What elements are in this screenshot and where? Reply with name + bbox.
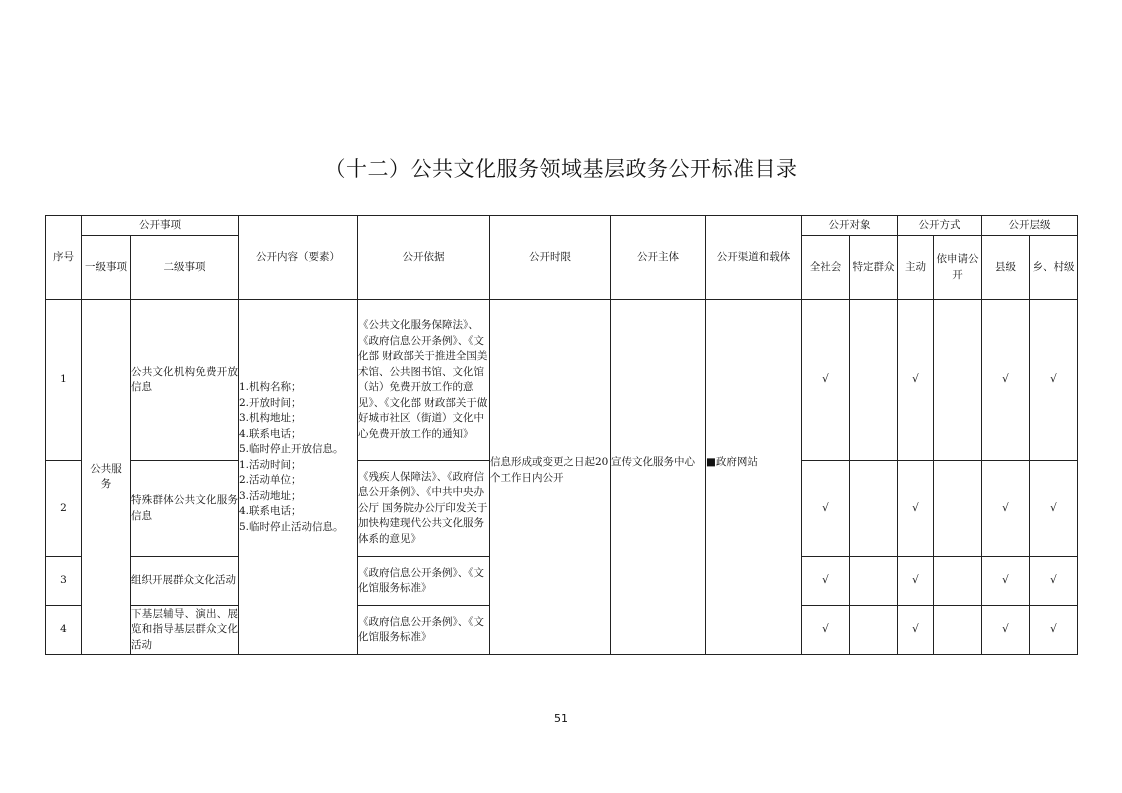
check-all: √: [802, 557, 850, 606]
header-subject: 公开主体: [611, 216, 706, 300]
header-audience: 公开对象: [802, 216, 898, 236]
check-all: √: [802, 606, 850, 655]
content-block-open: 1.机构名称； 2.开放时间； 3.机构地址； 4.联系电话； 5.临时停止开放信息。: [239, 381, 344, 455]
standard-catalog-table: [45, 215, 1078, 655]
check-county: √: [982, 606, 1030, 655]
check-county: √: [982, 557, 1030, 606]
header-time-limit: 公开时限: [490, 216, 611, 300]
content-elements: [239, 300, 358, 655]
header-content: 公开内容（要素）: [239, 216, 358, 300]
page-number: 51: [554, 712, 568, 725]
row-seq: 1: [46, 300, 82, 461]
basis-text: 《公共文化服务保障法》、《政府信息公开条例》、《文化部 财政部关于推进全国美术馆、公共图书馆、文化馆（站）免费开放工作的意见》、《文化部 财政部关于做好城市社区（街道）文化中心免费开放工作的通知》: [358, 300, 490, 461]
header-level: 公开层级: [982, 216, 1078, 236]
check-specific: [850, 606, 898, 655]
basis-text: 《政府信息公开条例》、《文化馆服务标准》: [358, 557, 490, 606]
table-row: [46, 300, 1078, 461]
check-village: √: [1030, 557, 1078, 606]
header-method-active: 主动: [898, 236, 934, 300]
level2-item: 下基层辅导、演出、展览和指导基层群众文化活动: [131, 606, 239, 655]
row-seq: 3: [46, 557, 82, 606]
channel-text: ■政府网站: [706, 300, 802, 655]
check-request: [934, 606, 982, 655]
level2-item: 组织开展群众文化活动: [131, 557, 239, 606]
row-seq: 4: [46, 606, 82, 655]
header-items: 公开事项: [82, 216, 239, 236]
subject-text: 宣传文化服务中心: [611, 300, 706, 655]
check-active: √: [898, 606, 934, 655]
check-specific: [850, 300, 898, 461]
header-seq: 序号: [46, 216, 82, 300]
header-method-request: 依申请公开: [934, 236, 982, 300]
check-active: √: [898, 461, 934, 557]
header-level-village: 乡、村级: [1030, 236, 1078, 300]
row-seq: 2: [46, 461, 82, 557]
header-audience-all: 全社会: [802, 236, 850, 300]
check-all: √: [802, 461, 850, 557]
check-request: [934, 461, 982, 557]
check-specific: [850, 461, 898, 557]
check-request: [934, 557, 982, 606]
page-title: （十二）公共文化服务领域基层政务公开标准目录: [324, 157, 798, 181]
check-village: √: [1030, 461, 1078, 557]
content-block-activity: 1.活动时间； 2.活动单位； 3.活动地址； 4.联系电话； 5.临时停止活动信息。: [239, 458, 344, 533]
header-channel: 公开渠道和载体: [706, 216, 802, 300]
time-limit-text: 信息形成或变更之日起20个工作日内公开: [490, 300, 611, 655]
check-request: [934, 300, 982, 461]
level2-item: 特殊群体公共文化服务信息: [131, 461, 239, 557]
check-active: √: [898, 300, 934, 461]
check-village: √: [1030, 300, 1078, 461]
header-audience-specific: 特定群众: [850, 236, 898, 300]
header-basis: 公开依据: [358, 216, 490, 300]
check-all: √: [802, 300, 850, 461]
basis-text: 《残疾人保障法》、《政府信息公开条例》、《中共中央办公厅 国务院办公厅印发关于加快构建现代公共文化服务体系的意见》: [358, 461, 490, 557]
check-village: √: [1030, 606, 1078, 655]
level1-item: 公共服务: [82, 300, 131, 655]
check-county: √: [982, 461, 1030, 557]
header-level1: 一级事项: [82, 236, 131, 300]
check-active: √: [898, 557, 934, 606]
basis-text: 《政府信息公开条例》、《文化馆服务标准》: [358, 606, 490, 655]
check-county: √: [982, 300, 1030, 461]
header-level-county: 县级: [982, 236, 1030, 300]
header-level2: 二级事项: [131, 236, 239, 300]
header-method: 公开方式: [898, 216, 982, 236]
level2-item: 公共文化机构免费开放信息: [131, 300, 239, 461]
check-specific: [850, 557, 898, 606]
